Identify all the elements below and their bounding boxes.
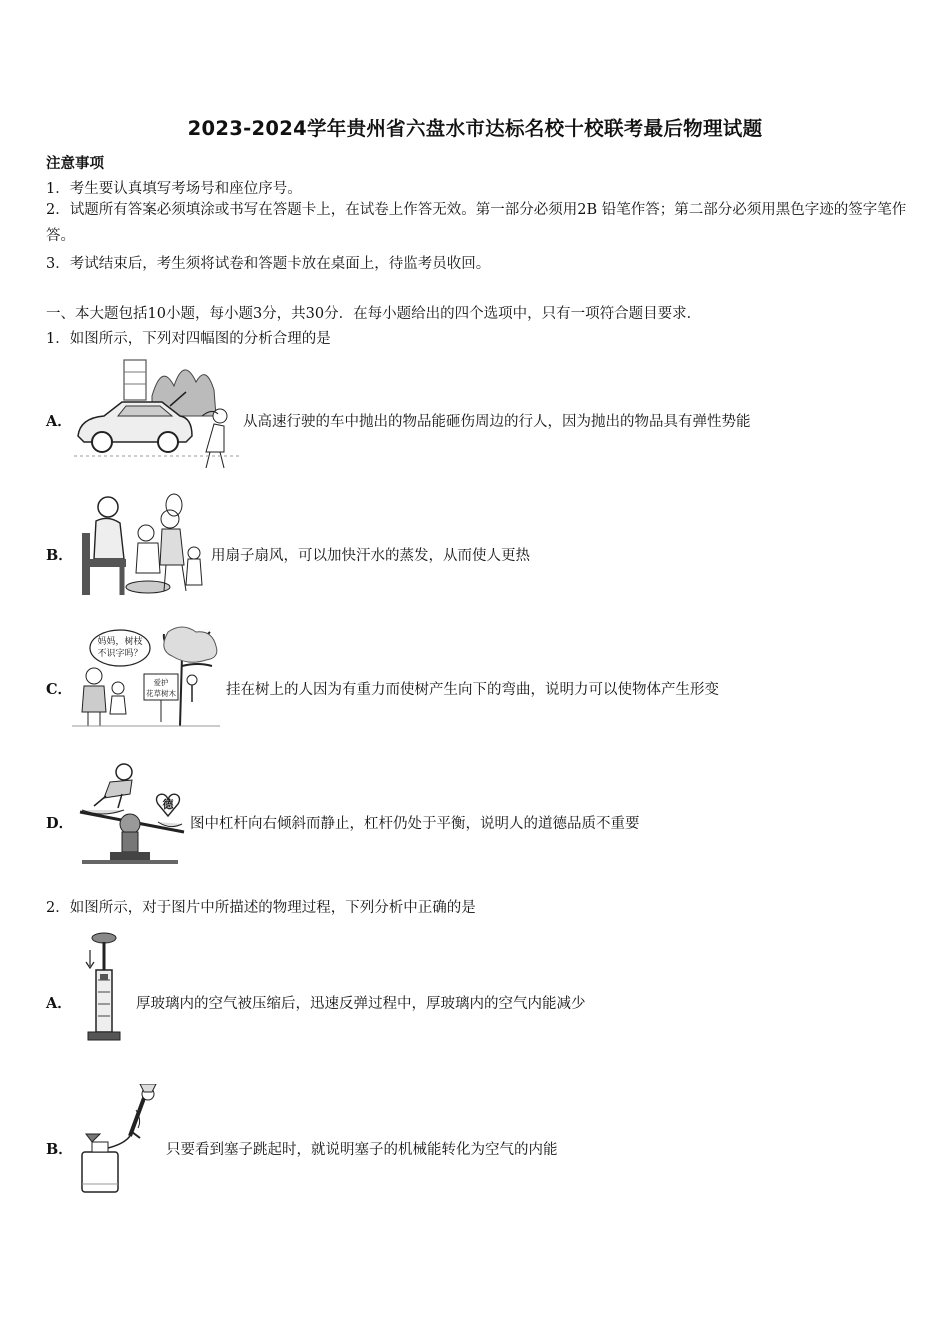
q1-option-a-letter: A．	[46, 413, 72, 430]
q2-option-a-text: 厚玻璃内的空气被压缩后，迅速反弹过程中，厚玻璃内的空气内能减少	[136, 996, 586, 1012]
notice-item-3: 3．考试结束后，考生须将试卷和答题卡放在桌面上，待监考员收回。	[46, 256, 491, 272]
sign-text: 花草树木	[146, 689, 176, 698]
q2-option-b-text: 只要看到塞子跳起时，就说明塞子的机械能转化为空气的内能	[166, 1142, 558, 1158]
notice-item-2: 2．试题所有答案必须填涂或书写在答题卡上，在试卷上作答无效。第一部分必须用2B 铅笔作答；第二部分必须用黑色字迹的签字笔作答。	[46, 202, 907, 244]
q1-option-a-text: 从高速行驶的车中抛出的物品能砸伤周边的行人，因为抛出的物品具有弹性势能	[243, 414, 751, 430]
question-1-stem: 1．如图所示，下列对四幅图的分析合理的是	[46, 331, 331, 347]
q1-option-b-text: 用扇子扇风，可以加快汗水的蒸发，从而使人更热	[211, 548, 530, 564]
q1-option-c-letter: C．	[46, 681, 73, 698]
bottle-pump-stopper	[78, 1084, 164, 1196]
air-compression-tube	[82, 930, 132, 1042]
page-title: 2023-2024学年贵州省六盘水市达标名校十校联考最后物理试题	[187, 117, 763, 140]
q1-option-b-letter: B．	[46, 547, 73, 564]
car-throwing-illustration	[74, 356, 240, 470]
speech-bubble-text: 不识字吗？	[97, 649, 143, 659]
question-2-stem: 2．如图所示，对于图片中所描述的物理过程，下列分析中正确的是	[46, 900, 476, 916]
sign-text: 爱护	[153, 678, 169, 687]
q2-option-b-letter: B．	[46, 1141, 73, 1158]
tree-hanging-illustration	[72, 626, 220, 730]
q1-option-c-text: 挂在树上的人因为有重力而使树产生向下的弯曲，说明力可以使物体产生形变	[226, 682, 719, 698]
speech-bubble-text: 妈妈，树枝	[97, 637, 143, 647]
notice-heading: 注意事项	[46, 155, 104, 172]
q2-option-a-letter: A．	[46, 995, 72, 1012]
fan-cooling-illustration	[74, 493, 206, 599]
q1-option-d-text: 图中杠杆向右倾斜而静止，杠杆仍处于平衡，说明人的道德品质不重要	[190, 816, 640, 832]
notice-item-1: 1．考生要认真填写考场号和座位序号。	[46, 181, 302, 197]
q1-option-d-letter: D．	[46, 815, 74, 832]
heart-label: 德	[162, 798, 174, 811]
section-instructions: 一、本大题包括10小题，每小题3分，共30分．在每小题给出的四个选项中，只有一项符合题目要求．	[46, 306, 702, 322]
lever-morality-illustration	[74, 760, 190, 868]
